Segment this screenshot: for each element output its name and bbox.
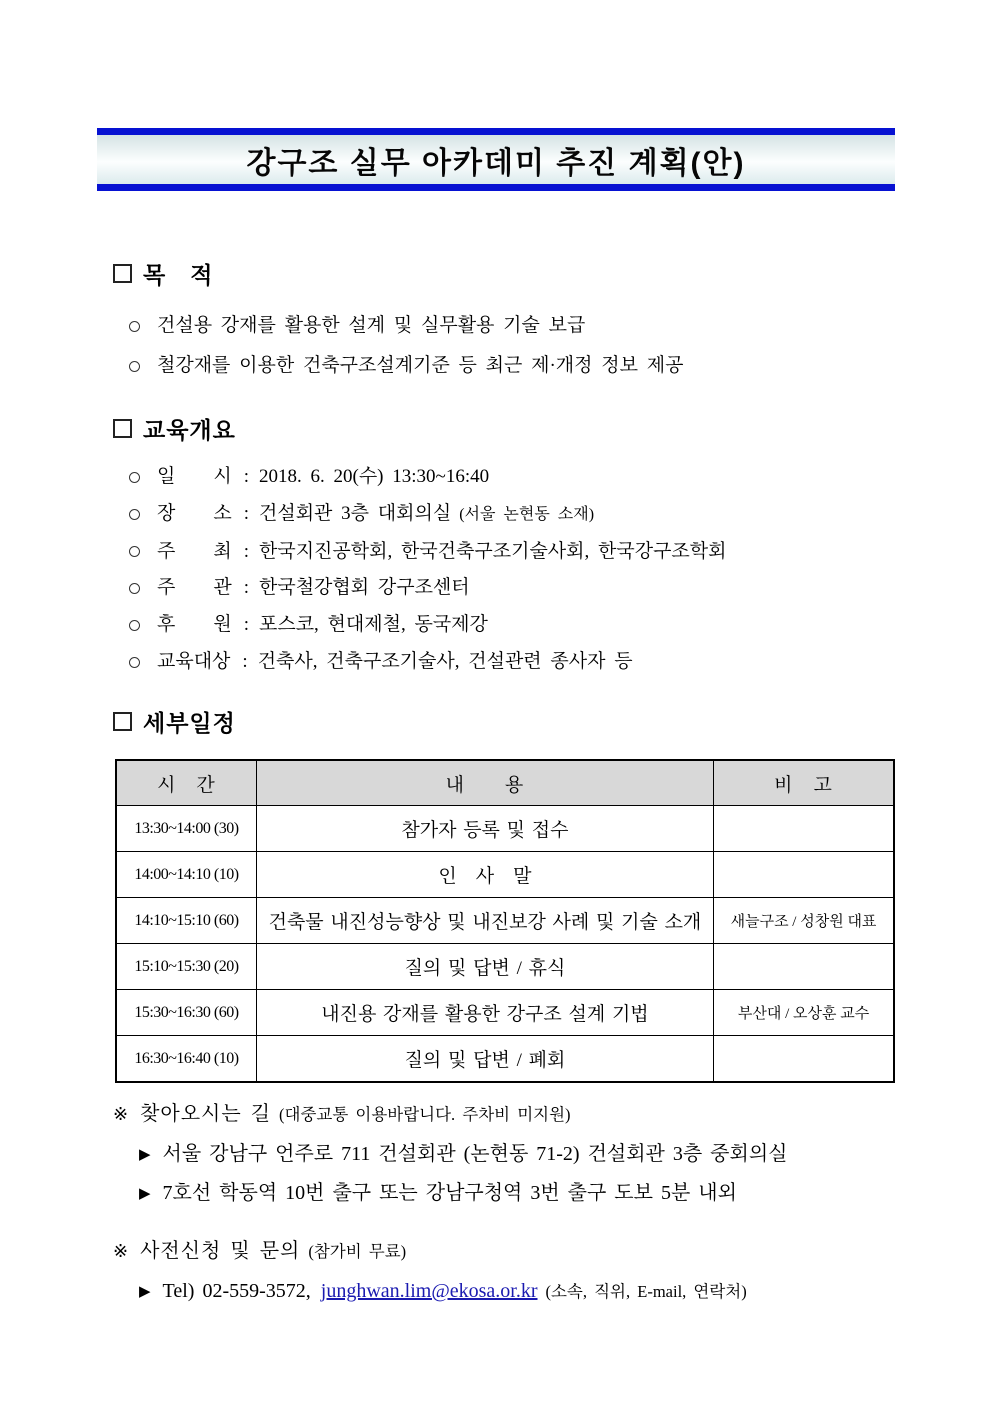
purpose-heading-row xyxy=(113,257,895,290)
field-label: 주 최 xyxy=(157,540,232,562)
banner-bottom-bar xyxy=(97,184,895,191)
list-item xyxy=(113,346,895,386)
field-label: 후 원 xyxy=(157,614,232,636)
triangle-bullet-icon: ▶ xyxy=(139,1145,151,1163)
section-purpose xyxy=(113,257,895,386)
direction-text: 서울 강남구 언주로 711 건설회관 (논현동 71-2) 건설회관 3층 중회의실 xyxy=(162,1143,788,1165)
directions-list xyxy=(113,1135,895,1213)
col-header-time: 시 간 xyxy=(116,760,256,806)
remark-cell xyxy=(714,944,894,990)
purpose-item-text: 철강재를 이용한 건축구조설계기준 등 최근 제·개정 정보 제공 xyxy=(157,355,684,376)
overview-list xyxy=(113,459,895,681)
content-cell: 질의 및 답변 / 폐회 xyxy=(256,1036,713,1083)
col-header-remark: 비 고 xyxy=(714,760,894,806)
content-cell: 내진용 강재를 활용한 강구조 설계 기법 xyxy=(256,990,713,1036)
circle-bullet-icon xyxy=(129,472,140,483)
list-item xyxy=(113,496,895,534)
time-cell: 15:30~16:30 (60) xyxy=(116,990,256,1036)
section-directions xyxy=(113,1097,895,1213)
contact-title-row xyxy=(113,1234,895,1263)
field-note: (서울 논현동 소재) xyxy=(459,505,595,523)
field-value: 건축사, 건축구조기술사, 건설관련 종사자 등 xyxy=(257,650,633,672)
table-row xyxy=(116,806,894,852)
list-item xyxy=(113,459,895,496)
overview-heading: 교육개요 xyxy=(143,417,236,443)
reference-mark-icon: ※ xyxy=(113,1104,129,1125)
table-row xyxy=(116,990,894,1036)
triangle-bullet-icon: ▶ xyxy=(139,1282,151,1300)
table-row xyxy=(116,944,894,990)
circle-bullet-icon xyxy=(129,509,140,520)
field-label: 장 소 xyxy=(157,502,232,524)
purpose-list xyxy=(113,306,895,386)
time-cell: 16:30~16:40 (10) xyxy=(116,1036,256,1083)
list-item xyxy=(113,306,895,346)
list-item xyxy=(113,644,895,681)
remark-cell xyxy=(714,1036,894,1083)
time-cell: 15:10~15:30 (20) xyxy=(116,944,256,990)
field-label: 주 관 xyxy=(157,577,232,599)
direction-text: 7호선 학동역 10번 출구 또는 강남구청역 3번 출구 도보 5분 내외 xyxy=(162,1182,737,1204)
list-item xyxy=(139,1174,895,1213)
square-bullet-icon xyxy=(113,419,132,438)
circle-bullet-icon xyxy=(129,321,140,332)
content-cell: 인 사 말 xyxy=(256,852,713,898)
email-link[interactable]: junghwan.lim@ekosa.or.kr xyxy=(320,1280,538,1302)
table-row xyxy=(116,852,894,898)
field-value: 한국철강협회 강구조센터 xyxy=(259,577,470,599)
section-schedule xyxy=(113,705,895,1083)
time-cell: 14:10~15:10 (60) xyxy=(116,898,256,944)
schedule-table xyxy=(115,759,895,1083)
telephone-number: Tel) 02-559-3572, xyxy=(162,1280,311,1302)
page-title: 강구조 실무 아카데미 추진 계획(안) xyxy=(246,146,746,180)
col-header-content: 내 용 xyxy=(256,760,713,806)
table-row xyxy=(116,898,894,944)
content-cell: 질의 및 답변 / 휴식 xyxy=(256,944,713,990)
triangle-bullet-icon: ▶ xyxy=(139,1184,151,1202)
circle-bullet-icon xyxy=(129,583,140,594)
table-row xyxy=(116,1036,894,1083)
contact-note: (참가비 무료) xyxy=(308,1242,407,1261)
colon: : xyxy=(243,466,249,487)
colon: : xyxy=(243,502,249,524)
remark-cell: 부산대 / 오상훈 교수 xyxy=(714,990,894,1036)
list-item xyxy=(113,570,895,607)
banner-body xyxy=(97,135,895,184)
colon: : xyxy=(243,540,249,562)
title-banner xyxy=(97,128,895,191)
directions-note: (대중교통 이용바랍니다. 주차비 미지원) xyxy=(279,1105,571,1124)
circle-bullet-icon xyxy=(129,361,140,372)
field-value: 한국지진공학회, 한국건축구조기술사회, 한국강구조학회 xyxy=(259,540,727,562)
content-cell: 건축물 내진성능향상 및 내진보강 사례 및 기술 소개 xyxy=(256,898,713,944)
schedule-heading-row xyxy=(113,705,895,738)
purpose-item-text: 건설용 강재를 활용한 설계 및 실무활용 기술 보급 xyxy=(157,315,586,336)
table-header-row xyxy=(116,760,894,806)
section-overview xyxy=(113,412,895,681)
contact-suffix: (소속, 직위, E-mail, 연락처) xyxy=(545,1282,747,1301)
section-contact xyxy=(113,1234,895,1311)
colon: : xyxy=(242,650,248,672)
remark-cell xyxy=(714,806,894,852)
field-label: 일 시 xyxy=(157,466,232,487)
square-bullet-icon xyxy=(113,264,132,283)
field-label: 교육대상 xyxy=(157,650,231,672)
contact-line xyxy=(139,1272,895,1311)
overview-heading-row xyxy=(113,412,895,445)
banner-top-bar xyxy=(97,128,895,135)
list-item xyxy=(113,534,895,571)
field-value: 2018. 6. 20(수) 13:30~16:40 xyxy=(259,466,490,487)
purpose-heading: 목 적 xyxy=(143,262,214,288)
colon: : xyxy=(243,577,249,599)
time-cell: 13:30~14:00 (30) xyxy=(116,806,256,852)
schedule-heading: 세부일정 xyxy=(143,710,236,736)
directions-title: 찾아오시는 길 xyxy=(140,1103,272,1125)
directions-title-row xyxy=(113,1097,895,1126)
field-value: 건설회관 3층 대회의실 xyxy=(259,502,452,524)
square-bullet-icon xyxy=(113,712,132,731)
reference-mark-icon: ※ xyxy=(113,1241,129,1262)
remark-cell: 새늘구조 / 성창원 대표 xyxy=(714,898,894,944)
list-item xyxy=(139,1135,895,1174)
field-value: 포스코, 현대제철, 동국제강 xyxy=(259,614,488,636)
colon: : xyxy=(243,614,249,636)
circle-bullet-icon xyxy=(129,620,140,631)
circle-bullet-icon xyxy=(129,657,140,668)
remark-cell xyxy=(714,852,894,898)
contact-title: 사전신청 및 문의 xyxy=(140,1240,301,1262)
circle-bullet-icon xyxy=(129,546,140,557)
time-cell: 14:00~14:10 (10) xyxy=(116,852,256,898)
content-cell: 참가자 등록 및 접수 xyxy=(256,806,713,852)
list-item xyxy=(113,607,895,644)
